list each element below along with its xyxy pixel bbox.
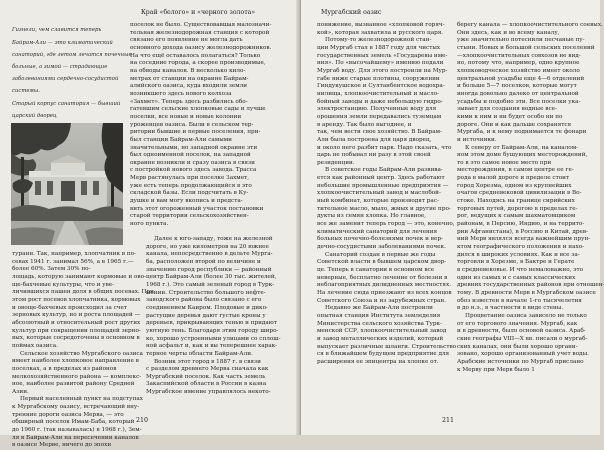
text-line: ном этом доме бушующих месторождений, (457, 152, 588, 159)
caption-line: Гизнели, чем славится теперь (12, 27, 102, 34)
text-line: ба, расположен второй по величине и (146, 258, 261, 265)
text-line: уютную тень. Благодаря этим городу широ- (146, 327, 279, 334)
text-line: це. Теперь в санатории в основном все (317, 267, 435, 273)
text-line: гатевшим сельские хлопковые сады и лучше (130, 106, 266, 113)
text-line: нилища, хлопкоочистительный и масло- (317, 90, 440, 97)
text-line: лощадь, которую занимают кормовые и ово- (12, 273, 146, 280)
text-line: поселки, все новые и новые колонии (130, 113, 242, 120)
text-line: уже значительно потеснили песчаные пу- (457, 37, 585, 44)
text-line: бойный заводы и даже небольшую гидро- (317, 98, 443, 105)
left-lower-right-column (146, 236, 290, 397)
text-line: менской ССР, хлопкоочистительный завод (317, 328, 447, 335)
left-right-column (130, 22, 290, 229)
text-line: ний Мерв являлся всегда важнейшим прун- (457, 236, 591, 243)
text-line: На лечение сюда приезжают из всех концов (317, 289, 452, 296)
text-line: с постройкой нового здесь завода. Трасса (130, 167, 257, 174)
text-line: государственных земель «Государевы име- (317, 52, 448, 59)
text-line: тельная железнодорожная станция с которой (130, 29, 270, 36)
text-line: тренние дороги оазиса Мерва, — это (12, 411, 124, 418)
right-column-1 (317, 22, 457, 367)
text-line: к Мургабскому оазису, встречающий вну- (12, 404, 140, 411)
text-line: ного пункта. (130, 221, 169, 228)
text-line: ется как районный центр. Здесь работают (317, 175, 445, 182)
text-line: ля в Байрам-Али на пересечении каналов (12, 434, 139, 441)
text-line: дился в широких условиях. Как и все за- (457, 251, 580, 258)
text-line: древних государственных районов при отношен- (457, 282, 604, 289)
text-line: ной асфальт и, как и вы теперешнее харак- (146, 343, 278, 350)
text-line: центр Байрам-Али (более 30 тыс. жителей, (146, 274, 277, 281)
text-line: в аренду. Так было выгоднее, и (317, 121, 412, 128)
caption-line: Байрам-Али — это климатический (12, 39, 113, 46)
text-line: в до н.э., в частности в виде стены. (457, 305, 564, 312)
text-line: ские географы VIII—X вв. писали о мургаб- (457, 335, 588, 342)
text-line: резиденции. (317, 159, 355, 166)
text-line: неблагоприятных дилидненных местностях. (317, 282, 452, 289)
text-line: Закаспийской области в России в казна (146, 381, 267, 388)
text-line: личившихся пашен доля в общих посевах. При (12, 289, 154, 296)
text-line: дечно-сосудистыми заболеваниями почек. (317, 244, 446, 251)
text-line: и завод металлических изделий, который (317, 335, 444, 342)
text-line: Али была построена для царя дворец, (317, 136, 432, 143)
sanatorium-photo (11, 123, 123, 245)
text-line: возникшего здесь нового колхоза (130, 90, 232, 97)
text-line: дороге. Они и как дальше сохранятся (457, 121, 572, 128)
text-line: растущие деревья дают густые кроны у (146, 312, 266, 319)
caption-line: санаторий, где летом лечатся почечные (12, 51, 132, 58)
caption-line: царский дворец (12, 112, 57, 119)
text-line: соединением Каиром. Плодовые и дико- (146, 304, 268, 311)
sanatorium-photo-image (11, 123, 123, 245)
text-line: Санаторий создан в первые же годы (325, 251, 436, 258)
text-line: рода в малой дороге и пределе стоит (457, 175, 570, 182)
text-line: месторождения, в самом центре ее ге- (457, 167, 574, 174)
text-line: —хлопкоочистительных совхозов не вид- (457, 52, 581, 59)
text-line: заводского района было связано с его (146, 297, 262, 304)
text-line: ще-бахчевые культуры, что и уве- (12, 281, 115, 288)
text-line: «Захмет». Теперь здесь разбились обо- (130, 98, 248, 105)
text-line: и овоще-бахчевых происходил за счет (12, 304, 128, 311)
text-line: Мерв растянулась при поселке Захмет, (130, 175, 250, 182)
text-line: усадьбы и подобно эти. Все поселки ука- (457, 98, 581, 105)
right-column-2 (457, 22, 604, 374)
text-line: старой территории сельскохозяйствен- (130, 213, 249, 220)
text-line: Арабские источники по Мургаб прислано (457, 358, 584, 365)
text-line: районам, в Персию, Индию, и на террито- (457, 221, 585, 228)
text-line: канала, непосредственно в дельте Мурга- (146, 251, 273, 258)
text-line: мелкохозяйственного района — комплекс- (12, 373, 142, 380)
text-line: до 1960 г. (так называлась) в 1968 г.), Зем- (12, 427, 142, 434)
text-line: поселках, а в пределах из районов (12, 365, 117, 372)
text-line: Мургабское имение управлялось некото- (146, 389, 271, 396)
right-running-head: Мургабский оазис (321, 9, 382, 16)
text-line: Азии. (12, 388, 29, 395)
text-line: иногда довольно далеко от центральной (457, 90, 579, 97)
text-line: зывает для создания водные все- (457, 106, 557, 113)
text-line: имеет наиболее хлопковое направление в (12, 358, 139, 365)
text-line: берегу канала — хлопкоочистительного соевых. (457, 22, 603, 28)
text-line: К северу от Байрам-Али, на каналом- (465, 144, 579, 151)
text-line: больных почечно-болезнями почек и вер- (317, 236, 443, 243)
text-line: уроженцев оазиса. Были в сельском тер- (130, 121, 254, 128)
text-line: был станции Байрам-Али самыми (130, 136, 232, 143)
photo-caption (12, 22, 132, 125)
text-line: стоке. Находясь на границе сирийских (457, 198, 575, 205)
text-line: Далее к юго-западу, тоже на железной (154, 236, 273, 242)
text-line: и в древности, было основой оазиса. Араб- (457, 328, 586, 335)
text-line: метрах от станции на окраине Байрам- (130, 75, 249, 82)
left-page (0, 0, 299, 449)
text-line: Мургабский поселок. Как часть земель (146, 373, 266, 380)
text-line: рог, ведущих к самым шахматовщиком (457, 213, 576, 220)
text-line: обширный поселок Имам-Баба, который (12, 419, 135, 426)
text-line: окраине возникли и сразу оазиса в связи (130, 159, 255, 166)
text-line: поймах оазиса. (12, 342, 58, 349)
text-line: центральной усадьбы еще 4—6 отделений (457, 75, 585, 82)
text-line: тому. В древности Мерв в Мургабском оазисе (457, 289, 596, 296)
text-line: от его торгового значения. Мургаб, как (457, 320, 578, 327)
text-line: электростанцию. Полученные воду для (317, 106, 437, 113)
text-line: вить этот огороженный участок постановки (130, 205, 264, 212)
text-line: Мургаба, и к нему поднимается те фонари (457, 129, 587, 136)
text-line: основного дохода оазису железнодорожников. (130, 44, 272, 51)
text-line: более 60%. Затем 30% по- (12, 266, 91, 273)
text-line: все же заменит теперь город — это, конечно, (317, 221, 455, 228)
text-line: Они здесь, как и во всему каналу, (457, 29, 560, 36)
text-line: неверные, бесплатно лечение от болезни в (317, 274, 448, 281)
text-line: и источники. (457, 136, 497, 143)
text-line: мении. Строительство большого нефте- (146, 289, 266, 296)
text-line: душке и вам могу вкопись и предста- (130, 198, 243, 205)
text-line: на обводы каналов. В несколько кило- (130, 67, 246, 74)
text-line: деревьев, прикрывающих тенью и придают (146, 320, 277, 327)
text-line: Министерства сельского хозяйства Турк- (317, 320, 443, 327)
text-line: На что ещё оставалось полагаться? Только (130, 52, 261, 59)
text-line: значению город республики — районный (146, 266, 272, 273)
text-line: Гиндукушское и Султанбентское водохра- (317, 83, 445, 90)
text-line: торговых путей, дорогою в пределах ге- (457, 205, 578, 212)
caption-line: Старый корпус санатория — бывший (12, 100, 121, 107)
text-line: Процветание оазиса зависело не только (465, 312, 587, 319)
text-line: ских каналах, они были хорошо органи- (457, 343, 578, 350)
text-line: обоз известен в начале 1-го тысячелетия (457, 297, 582, 304)
left-page-number: 210 (136, 417, 149, 424)
text-line: рии Афганистана), в Россию и Китай, древ- (457, 228, 589, 235)
text-line: к Мерву при Мерв было 1 (457, 366, 535, 373)
text-line: ритории бывшие и первые поселения, при- (130, 129, 261, 136)
caption-line: заболеваниями сердечно-сосудистой (12, 76, 119, 83)
text-line: Советской власти в бывшем царском двор- (317, 259, 447, 266)
right-page-number: 211 (442, 417, 455, 424)
text-line: хлопководческое хозяйство имеет около (457, 67, 580, 74)
text-line: небольшие промышленные предприятия — (317, 182, 449, 189)
text-line: Первый населенный пункт на подступах (20, 396, 143, 403)
text-line: расширения ее эпицентра на хлопке от. (317, 358, 439, 365)
text-line: ся в ближайшем будущем предприятие для (317, 351, 450, 358)
text-line: в средневековье. И что немаловажно, это (457, 267, 584, 273)
text-line: этом рост посевов хлопчатника, кормовых (12, 296, 141, 303)
text-line: в оазисе Мерве, ничего до эпохи (12, 442, 112, 449)
text-line: вых, которые сосредоточены в основном в (12, 335, 140, 342)
text-line: и больше 5—7 поселков, которые могут (457, 83, 577, 90)
text-line: город Хорезма, одном из крупнейших (457, 182, 572, 189)
text-line: и около него разбит парк. Надо сказать, что (317, 144, 452, 151)
text-line: туранн. Так, например, хлопчатник в по- (12, 251, 136, 257)
text-line: так, чем вести свое хозяйство. В Байрам- (317, 129, 442, 136)
text-line: абсолютный и относительный рост других (12, 319, 141, 326)
text-line: Мургаб воду. Для этого построили на Мур- (317, 67, 448, 74)
text-line: кой», которая захватила и русского царя. (317, 29, 444, 36)
text-line: зовано, хорошо организованный учет воды. (457, 351, 589, 358)
text-line: на соседние города, а скорее производимые, (130, 60, 266, 67)
text-line: дороге, но уже километров на 20 южнее (146, 243, 269, 250)
text-line: ции Мургаб стал в 1887 году для чистых (317, 44, 441, 51)
text-line: понижение, вызванное «хлопковой горяч- (317, 22, 445, 28)
caption-line: системы. (12, 88, 40, 95)
text-line: Возник этот город в 1887 г. в связи (154, 358, 261, 365)
text-line: кими к ним и ни будет особо ни по (457, 113, 563, 120)
left-running-head: Край «белого» и «черного золота» (141, 9, 256, 16)
caption-line: больные, а зимой — страдающие (12, 63, 108, 70)
text-line: зерновых культур, но и роста площадей — (12, 312, 141, 319)
text-line: 1968 г.). Это самый зеленый город в Турк- (146, 281, 275, 288)
text-line: климатический санаторий для лечения (317, 228, 438, 235)
text-line: орошения земли передавались туземцам (317, 113, 442, 120)
text-line: Сельское хозяйство Мургабского оазиса (20, 350, 143, 357)
text-line: складской базы. Если подсчитать в Ку- (130, 190, 249, 197)
text-line: В советское годы Байрам-Али развива- (325, 167, 443, 174)
text-line: севах 1941 г. занимал 56%, а в 1965 г.— (12, 258, 134, 265)
text-line: алийского оазиса, куда входили земли (130, 83, 248, 90)
text-line: терное черты области Байрам-Али. (146, 350, 253, 357)
right-page (301, 0, 604, 435)
text-line: ния». По «высочайшему» имению подали (317, 60, 444, 67)
text-line: уже есть теперь продолжающийся в это (130, 182, 252, 189)
text-line: ко, хорошо устроенными улицами со сплош- (146, 335, 281, 342)
text-line: выпускает различные шланги. Строительство (317, 343, 457, 350)
text-line: стыни. Новых и большой сельских поселений (457, 44, 595, 51)
text-line: опытная станция Института земледелия (317, 312, 441, 319)
text-line: поселок не было. Существовавшая малозначи- (130, 22, 272, 28)
text-line: ный комбинат, которые производят рас- (317, 198, 439, 205)
text-line: габе ниже старые плотины, сооружении (317, 75, 440, 82)
text-line: тительное масло, мыло, жмых и другие про- (317, 205, 451, 212)
text-line: очагов средневековой цивилизации в Во- (457, 190, 582, 197)
text-line: хлопкоочистительный завод и маслобой- (317, 190, 441, 197)
text-line: но, потому что, например, одно крупное (457, 60, 580, 67)
text-line: то в это самое новое место при (457, 159, 552, 166)
text-line: ктом географического положения и нахо- (457, 244, 585, 251)
text-line: ное, наиболее развитой району Средней (12, 381, 135, 388)
text-line: Недавно же Байрам-Али построили (325, 305, 433, 312)
text-line: культур при сокращении площадей зерно- (12, 327, 141, 334)
text-line: один из самых и с самых классических (457, 274, 576, 281)
text-line: дукты из семян хлопка. Но главное, (317, 213, 427, 220)
text-line: Советского Союза и из зарубежных стран. (317, 297, 446, 304)
text-line: был одноименной поселок, на западной (130, 152, 251, 159)
text-line: связано его появление не могла дать (130, 37, 243, 44)
text-line: с разделом древнего Мерва сначала как (146, 366, 269, 373)
text-line: Потому-то железнодорожной стан- (325, 37, 432, 44)
text-line: царь не побывал ни разу в этой своей (317, 152, 431, 159)
text-line: торговли в Хорезме, в Бактре и Герате (457, 259, 575, 266)
text-line: значительными, но западной окраине эти (130, 144, 258, 151)
